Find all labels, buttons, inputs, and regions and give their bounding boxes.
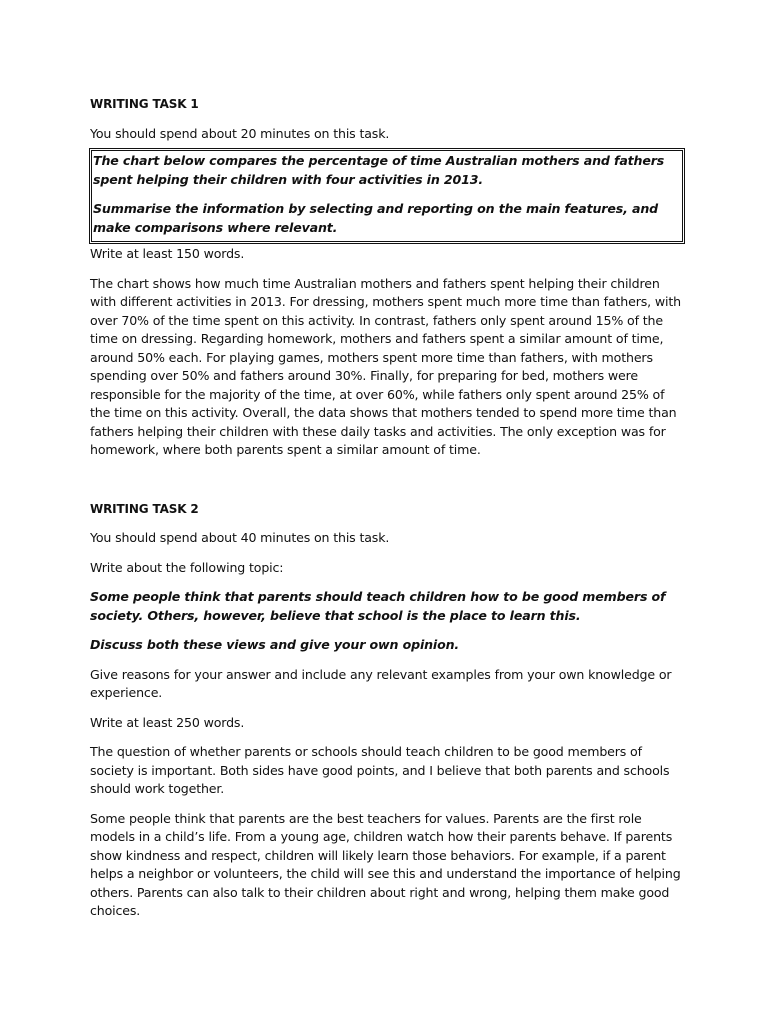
task2-topic-intro: Write about the following topic: (90, 559, 284, 575)
task1-time-instruction: You should spend about 20 minutes on this task. (90, 125, 390, 141)
task1-prompt-box (89, 148, 685, 244)
task2-answer-paragraph-2: Some people think that parents are the best teachers for values. Parents are the first role models in a child’s life. From a young age, children watch how their parents behave. If parents show kindness and respect, children will likely learn those behaviors. For example, if a parent helps a neighbor or volunteers, the child will see this and understand the importance of helping others. Parents can also talk to their children about right and wrong, helping them make good choices. (90, 810, 681, 918)
task2-time-instruction: You should spend about 40 minutes on this task. (90, 530, 390, 545)
task1-answer: The chart shows how much time Australian mothers and fathers spent helping their children with different activities in 2013. For dressing, mothers spent much more time than fathers, with over 70% of the time spent on this activity. In contrast, fathers only spent around 15% of the time on dressing. Regarding homework, mothers and fathers spent a similar amount of time, around 50% each. For playing games, mothers spent more time than fathers, with mothers spending over 50% and fathers around 30%. Finally, for preparing for bed, mothers were responsible for the majority of the time, at over 60%, while fathers only spent around 25% of the time on this activity. Overall, the data shows that mothers tended to spend more time than fathers helping their children with these daily tasks and activities. The only exception was for homework, where both parents spent a similar amount of time. (90, 275, 682, 457)
task1-prompt-line2: Summarise the information by selecting and reporting on the main features, and make comparisons where relevant. (93, 201, 658, 235)
task2-topic: Some people think that parents should teach children how to be good members of society. Others, however, believe that school is the place to learn this. (90, 589, 666, 623)
task1-heading: WRITING TASK 1 (90, 97, 199, 111)
task1-word-count: Write at least 150 words. (90, 246, 245, 261)
task2-heading: WRITING TASK 2 (90, 501, 199, 516)
task2-word-count: Write at least 250 words. (90, 714, 245, 730)
task2-reasons: Give reasons for your answer and include any relevant examples from your own knowledge or experience. (90, 666, 672, 700)
task1-prompt-line1: The chart below compares the percentage of time Australian mothers and fathers spent helping their children with four activities in 2013. (93, 153, 665, 187)
task2-answer-paragraph-1: The question of whether parents or schools should teach children to be good members of society is important. Both sides have good points, and I believe that both parents and schools should work together. (90, 744, 670, 796)
task2-question: Discuss both these views and give your own opinion. (90, 637, 460, 652)
document-page (90, 92, 682, 921)
